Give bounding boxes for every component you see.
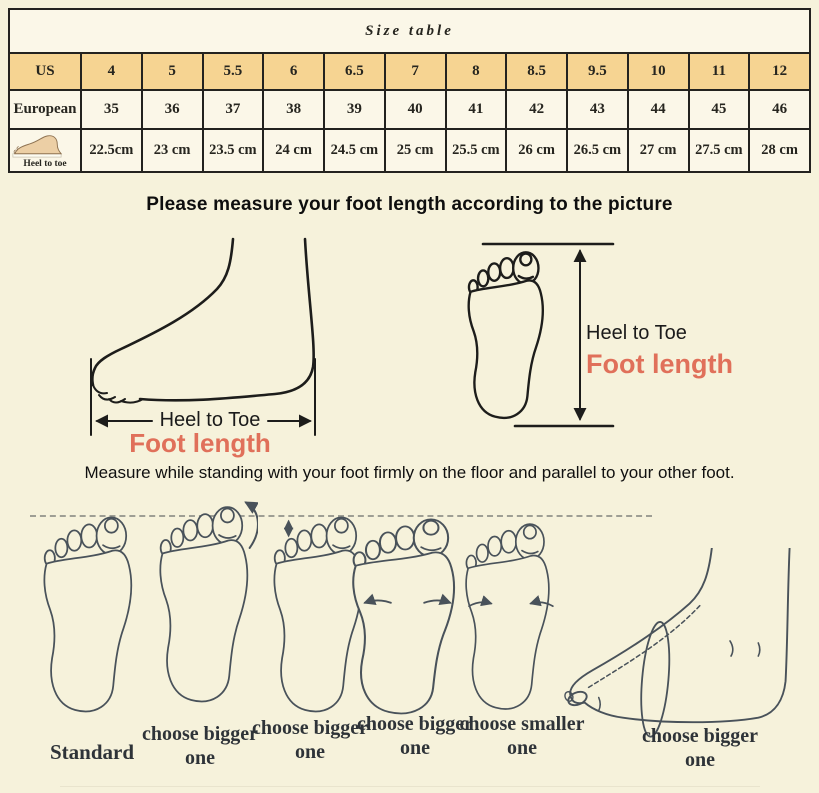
eu-size-cell: 45 (689, 90, 750, 129)
foot-narrow-illustration (462, 512, 559, 725)
us-size-cell: 4 (81, 53, 142, 90)
eu-size-cell: 36 (142, 90, 203, 129)
fit-label-standard: Standard (49, 740, 135, 764)
us-size-cell: 8.5 (506, 53, 567, 90)
eu-size-cell: 46 (749, 90, 810, 129)
cm-cell: 25.5 cm (446, 129, 507, 172)
row-label-heel-to-toe (9, 129, 81, 172)
eu-size-cell: 44 (628, 90, 689, 129)
foot-standard-illustration (40, 510, 142, 723)
us-size-cell: 12 (749, 53, 810, 90)
eu-size-cell: 37 (203, 90, 264, 129)
cm-cell: 26 cm (506, 129, 567, 172)
row-label-us: US (9, 53, 81, 90)
fit-label-bigger-3: choose bigger one (356, 713, 474, 759)
cm-cell: 24.5 cm (324, 129, 385, 172)
stand-instruction-text: Measure while standing with your foot firmly on the floor and parallel to your other foot. (84, 463, 735, 482)
cm-cell: 23.5 cm (203, 129, 264, 172)
us-size-cell: 10 (628, 53, 689, 90)
size-table (8, 8, 811, 173)
us-size-cell: 5.5 (203, 53, 264, 90)
eu-size-cell: 41 (446, 90, 507, 129)
fit-label-bigger-4: choose bigger one (641, 725, 759, 771)
size-table-title: Size table (9, 9, 810, 53)
cm-cell: 23 cm (142, 129, 203, 172)
foot-wide-illustration (348, 512, 467, 725)
cm-cell: 25 cm (385, 129, 446, 172)
eu-size-cell: 43 (567, 90, 628, 129)
foot-icon (10, 133, 64, 159)
eu-size-cell: 40 (385, 90, 446, 129)
european-size-row (9, 90, 810, 129)
us-size-cell: 7 (385, 53, 446, 90)
cm-cell: 28 cm (749, 129, 810, 172)
us-size-cell: 9.5 (567, 53, 628, 90)
heel-to-toe-label-sole: Heel to Toe (586, 322, 687, 344)
cm-cell: 24 cm (263, 129, 324, 172)
cm-cell: 22.5cm (81, 129, 142, 172)
eu-size-cell: 38 (263, 90, 324, 129)
eu-size-cell: 35 (81, 90, 142, 129)
us-size-row (9, 53, 810, 90)
row-label-european: European (9, 90, 81, 129)
us-size-cell: 5 (142, 53, 203, 90)
heel-to-toe-label-side: Heel to Toe (159, 409, 261, 431)
heel-to-toe-caption: Heel to toe (23, 158, 67, 169)
us-size-cell: 8 (446, 53, 507, 90)
bottom-divider (60, 786, 760, 787)
measure-instruction-heading: Please measure your foot length according to the picture (146, 194, 673, 215)
us-size-cell: 6.5 (324, 53, 385, 90)
size-table-title-row (9, 9, 810, 53)
foot-long-toe-illustration (156, 496, 258, 713)
cm-cell: 27 cm (628, 129, 689, 172)
cm-cell: 26.5 cm (567, 129, 628, 172)
fit-label-bigger-2: choose bigger one (251, 717, 369, 763)
cm-cell: 27.5 cm (689, 129, 750, 172)
foot-length-label-sole: Foot length (586, 349, 733, 379)
fit-label-bigger-1: choose bigger one (141, 723, 259, 769)
foot-length-label-side: Foot length (129, 428, 271, 458)
heel-to-toe-row (9, 129, 810, 172)
us-size-cell: 11 (689, 53, 750, 90)
fit-label-smaller: choose smaller one (459, 713, 585, 759)
foot-instep-illustration (560, 548, 798, 750)
us-size-cell: 6 (263, 53, 324, 90)
eu-size-cell: 39 (324, 90, 385, 129)
eu-size-cell: 42 (506, 90, 567, 129)
